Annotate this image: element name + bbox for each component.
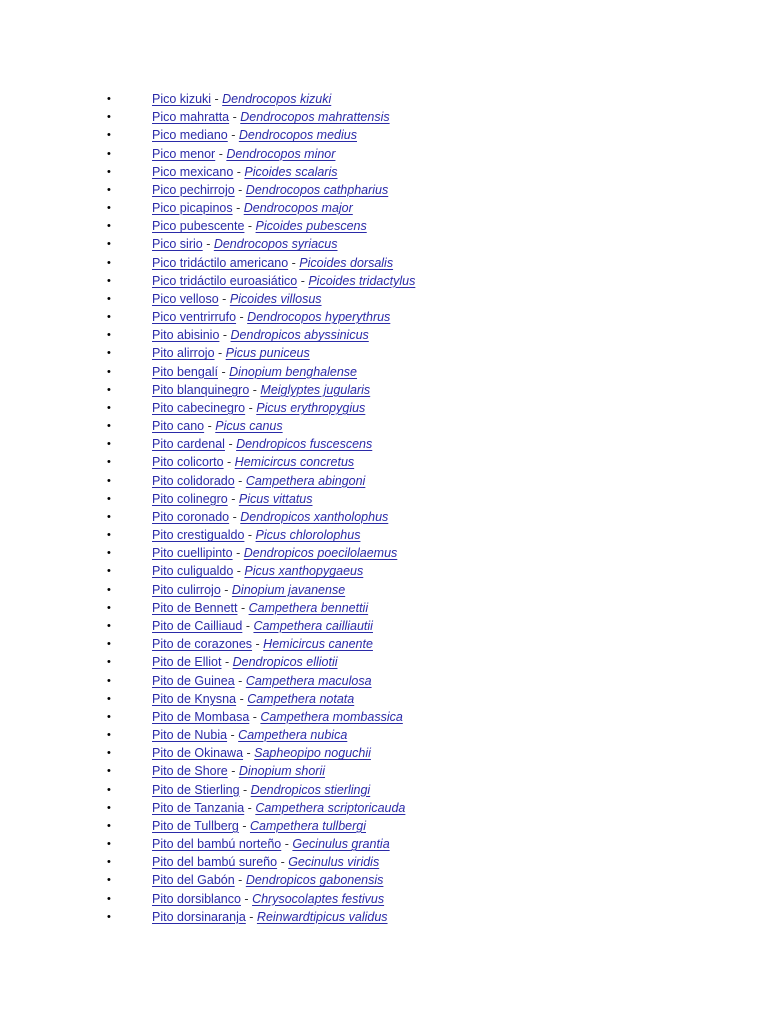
separator: - (221, 655, 233, 670)
scientific-name-link[interactable]: Dendropicos stierlingi (250, 782, 371, 797)
bullet-icon: • (107, 474, 111, 487)
species-entry (152, 799, 405, 817)
separator: - (218, 364, 230, 379)
list-item (0, 781, 768, 799)
common-name-link[interactable]: Pito de corazones (152, 637, 253, 652)
species-entry (152, 581, 345, 599)
scientific-name-link[interactable]: Picoides scalaris (244, 164, 338, 179)
species-entry (152, 90, 331, 108)
common-name-link[interactable]: Pito de Elliot (152, 655, 222, 670)
species-entry (152, 363, 357, 381)
separator: - (215, 146, 227, 161)
species-entry (152, 199, 353, 217)
bullet-icon: • (107, 220, 111, 233)
common-name-link[interactable]: Pito culirrojo (152, 582, 221, 597)
scientific-name-link[interactable]: Meiglyptes jugularis (260, 382, 371, 397)
bullet-icon: • (107, 547, 111, 560)
bullet-icon: • (107, 874, 111, 887)
separator: - (202, 237, 214, 252)
scientific-name-link[interactable]: Campethera mombassica (260, 709, 403, 724)
list-item (0, 817, 768, 835)
common-name-link[interactable]: Pito de Guinea (152, 673, 235, 688)
species-entry (152, 726, 347, 744)
scientific-name-link[interactable]: Campethera maculosa (245, 673, 372, 688)
separator: - (237, 600, 249, 615)
separator: - (229, 509, 241, 524)
scientific-name-link[interactable]: Dendrocopos hyperythrus (247, 310, 391, 325)
separator: - (232, 546, 244, 561)
species-entry (152, 381, 370, 399)
scientific-name-link[interactable]: Hemicircus concretus (234, 455, 355, 470)
common-name-link[interactable]: Pito cabecinegro (152, 400, 246, 415)
species-entry (152, 490, 313, 508)
scientific-name-link[interactable]: Reinwardtipicus validus (256, 909, 388, 924)
separator: - (233, 164, 245, 179)
common-name-link[interactable]: Pito colidorado (152, 473, 235, 488)
species-entry (152, 817, 366, 835)
scientific-name-link[interactable]: Dendrocopos major (243, 201, 353, 216)
separator: - (249, 709, 261, 724)
species-entry (152, 472, 365, 490)
bullet-icon: • (107, 438, 111, 451)
bullet-icon: • (107, 856, 111, 869)
scientific-name-link[interactable]: Campethera tullbergi (249, 818, 367, 833)
separator: - (232, 201, 244, 216)
common-name-link[interactable]: Pito alirrojo (152, 346, 215, 361)
scientific-name-link[interactable]: Dendropicos xantholophus (240, 509, 389, 524)
species-entry (152, 908, 388, 926)
bullet-icon: • (107, 638, 111, 651)
common-name-link[interactable]: Pico velloso (152, 291, 219, 306)
species-entry (152, 399, 365, 417)
separator: - (204, 419, 216, 434)
species-entry (152, 163, 338, 181)
separator: - (245, 400, 257, 415)
scientific-name-link[interactable]: Dendropicos gabonensis (245, 873, 384, 888)
separator: - (297, 273, 309, 288)
bullet-icon: • (107, 892, 111, 905)
separator: - (211, 92, 223, 106)
common-name-link[interactable]: Pito abisinio (152, 328, 220, 343)
separator: - (239, 782, 251, 797)
common-name-link[interactable]: Pito de Cailliaud (152, 618, 243, 633)
species-entry (152, 290, 322, 308)
bullet-icon: • (107, 674, 111, 687)
bullet-icon: • (107, 274, 111, 287)
scientific-name-link[interactable]: Picus erythropygius (256, 400, 366, 415)
list-item (0, 344, 768, 362)
scientific-name-link[interactable]: Dendrocopos kizuki (222, 92, 332, 106)
species-entry (152, 635, 373, 653)
bullet-icon: • (107, 93, 111, 105)
scientific-name-link[interactable]: Dendrocopos medius (238, 128, 357, 143)
bullet-icon: • (107, 819, 111, 832)
list-item (0, 908, 768, 926)
species-entry (152, 181, 388, 199)
species-entry (152, 217, 367, 235)
list-item (0, 871, 768, 889)
common-name-link[interactable]: Pito coronado (152, 509, 230, 524)
common-name-link[interactable]: Pico kizuki (152, 92, 212, 106)
common-name-link[interactable]: Pico mahratta (152, 110, 230, 125)
separator: - (229, 110, 241, 125)
scientific-name-link[interactable]: Gecinulus grantia (292, 837, 390, 852)
species-entry (152, 326, 369, 344)
separator: - (214, 346, 226, 361)
scientific-name-link[interactable]: Picus xanthopygaeus (244, 564, 364, 579)
separator: - (281, 837, 293, 852)
scientific-name-link[interactable]: Campethera abingoni (245, 473, 366, 488)
species-list (0, 90, 768, 926)
bullet-icon: • (107, 583, 111, 596)
scientific-name-link[interactable]: Picus canus (215, 419, 283, 434)
list-item (0, 181, 768, 199)
separator: - (244, 528, 256, 543)
bullet-icon: • (107, 111, 111, 124)
scientific-name-link[interactable]: Campethera scriptoricauda (255, 800, 406, 815)
list-item (0, 163, 768, 181)
separator: - (227, 728, 239, 743)
bullet-icon: • (107, 202, 111, 215)
separator: - (244, 800, 256, 815)
species-entry (152, 835, 390, 853)
separator: - (224, 437, 237, 452)
common-name-link[interactable]: Pito colinegro (152, 491, 228, 506)
common-name-link[interactable]: Pico ventrirrufo (152, 310, 237, 325)
separator: - (288, 255, 300, 270)
separator: - (244, 219, 256, 234)
bullet-icon: • (107, 692, 111, 705)
bullet-icon: • (107, 311, 111, 324)
common-name-link[interactable]: Pito cuellipinto (152, 546, 233, 561)
list-item (0, 581, 768, 599)
species-entry (152, 435, 372, 453)
list-item (0, 744, 768, 762)
bullet-icon: • (107, 292, 111, 305)
list-item (0, 472, 768, 490)
species-entry (152, 672, 372, 690)
list-item (0, 544, 768, 562)
species-entry (152, 690, 354, 708)
common-name-link[interactable]: Pito bengalí (152, 364, 219, 379)
separator: - (234, 673, 246, 688)
species-entry (152, 871, 383, 889)
species-entry (152, 526, 360, 544)
bullet-icon: • (107, 420, 111, 433)
list-item (0, 853, 768, 871)
scientific-name-link[interactable]: Picoides villosus (229, 291, 322, 306)
list-item (0, 690, 768, 708)
list-item (0, 762, 768, 780)
bullet-icon: • (107, 765, 111, 778)
species-entry (152, 653, 338, 671)
species-entry (152, 126, 357, 144)
common-name-link[interactable]: Pito cardenal (152, 437, 225, 452)
separator: - (219, 328, 231, 343)
bullet-icon: • (107, 183, 111, 196)
common-name-link[interactable]: Pito culigualdo (152, 564, 234, 579)
separator: - (218, 291, 230, 306)
scientific-name-link[interactable]: Picoides tridactylus (308, 273, 416, 288)
bullet-icon: • (107, 329, 111, 342)
bullet-icon: • (107, 656, 111, 669)
separator: - (240, 891, 253, 906)
bullet-icon: • (107, 838, 111, 851)
scientific-name-link[interactable]: Dendropicos elliotii (232, 655, 338, 670)
scientific-name-link[interactable]: Dendrocopos mahrattensis (240, 110, 390, 125)
scientific-name-link[interactable]: Picus puniceus (225, 346, 310, 361)
separator: - (234, 873, 246, 888)
common-name-link[interactable]: Pito dorsiblanco (152, 891, 241, 906)
separator: - (277, 855, 289, 870)
species-entry (152, 344, 310, 362)
scientific-name-link[interactable]: Sapheopipo noguchii (254, 746, 371, 761)
scientific-name-link[interactable]: Picoides pubescens (255, 219, 367, 234)
species-entry (152, 453, 354, 471)
species-entry (152, 544, 397, 562)
scientific-name-link[interactable]: Dendropicos abyssinicus (230, 328, 369, 343)
list-item (0, 672, 768, 690)
species-entry (152, 708, 403, 726)
bullet-icon: • (107, 910, 111, 923)
bullet-icon: • (107, 747, 111, 760)
bullet-icon: • (107, 365, 111, 378)
separator: - (238, 818, 250, 833)
bullet-icon: • (107, 492, 111, 505)
list-item (0, 90, 768, 108)
bullet-icon: • (107, 456, 111, 469)
species-entry (152, 562, 363, 580)
list-item (0, 363, 768, 381)
list-item (0, 308, 768, 326)
list-item (0, 235, 768, 253)
species-entry (152, 108, 390, 126)
species-entry (152, 235, 338, 253)
common-name-link[interactable]: Pito blanquinegro (152, 382, 250, 397)
bullet-icon: • (107, 710, 111, 723)
list-item (0, 417, 768, 435)
scientific-name-link[interactable]: Dinopium javanense (231, 582, 346, 597)
list-item (0, 290, 768, 308)
scientific-name-link[interactable]: Dendrocopos minor (226, 146, 336, 161)
scientific-name-link[interactable]: Dinopium shorii (238, 764, 326, 779)
scientific-name-link[interactable]: Dendropicos poecilolaemus (243, 546, 398, 561)
common-name-link[interactable]: Pito de Stierling (152, 782, 240, 797)
separator: - (249, 382, 261, 397)
list-item (0, 890, 768, 908)
scientific-name-link[interactable]: Hemicircus canente (263, 637, 373, 652)
bullet-icon: • (107, 601, 111, 614)
scientific-name-link[interactable]: Campethera cailliautii (253, 618, 373, 633)
common-name-link[interactable]: Pico mediano (152, 128, 228, 143)
scientific-name-link[interactable]: Campethera bennettii (248, 600, 369, 615)
separator: - (233, 564, 245, 579)
bullet-icon: • (107, 801, 111, 814)
list-item (0, 635, 768, 653)
list-item (0, 726, 768, 744)
species-entry (152, 617, 373, 635)
common-name-link[interactable]: Pito de Knysna (152, 691, 237, 706)
common-name-link[interactable]: Pito de Nubia (152, 728, 228, 743)
bullet-icon: • (107, 256, 111, 269)
common-name-link[interactable]: Pico pubescente (152, 219, 245, 234)
common-name-link[interactable]: Pico mexicano (152, 164, 234, 179)
species-entry (152, 781, 370, 799)
bullet-icon: • (107, 729, 111, 742)
list-item (0, 199, 768, 217)
list-item (0, 381, 768, 399)
bullet-icon: • (107, 147, 111, 160)
list-item (0, 508, 768, 526)
separator: - (242, 618, 254, 633)
bullet-icon: • (107, 529, 111, 542)
list-item (0, 526, 768, 544)
common-name-link[interactable]: Pito de Okinawa (152, 746, 244, 761)
scientific-name-link[interactable]: Dendrocopos cathpharius (245, 182, 389, 197)
common-name-link[interactable]: Pito de Bennett (152, 600, 238, 615)
common-name-link[interactable]: Pito de Tullberg (152, 818, 239, 833)
list-item (0, 599, 768, 617)
species-entry (152, 145, 335, 163)
common-name-link[interactable]: Pito cano (152, 419, 205, 434)
scientific-name-link[interactable]: Picoides dorsalis (299, 255, 394, 270)
list-item (0, 617, 768, 635)
common-name-link[interactable]: Pito del bambú norteño (152, 837, 282, 852)
scientific-name-link[interactable]: Dendrocopos syriacus (213, 237, 338, 252)
bullet-icon: • (107, 783, 111, 796)
list-item (0, 217, 768, 235)
list-item (0, 653, 768, 671)
species-entry (152, 272, 415, 290)
bullet-icon: • (107, 347, 111, 360)
species-entry (152, 890, 384, 908)
scientific-name-link[interactable]: Campethera nubica (238, 728, 348, 743)
list-item (0, 254, 768, 272)
bullet-icon: • (107, 238, 111, 251)
common-name-link[interactable]: Pico menor (152, 146, 216, 161)
common-name-link[interactable]: Pito del Gabón (152, 873, 235, 888)
separator: - (245, 909, 257, 924)
separator: - (227, 491, 239, 506)
scientific-name-link[interactable]: Chrysocolaptes festivus (252, 891, 385, 906)
list-item (0, 435, 768, 453)
separator: - (223, 455, 235, 470)
separator: - (220, 582, 232, 597)
common-name-link[interactable]: Pito de Tanzania (152, 800, 245, 815)
bullet-icon: • (107, 165, 111, 178)
scientific-name-link[interactable]: Picus chlorolophus (255, 528, 361, 543)
common-name-link[interactable]: Pito del bambú sureño (152, 855, 278, 870)
scientific-name-link[interactable]: Dendropicos fuscescens (236, 437, 373, 452)
common-name-link[interactable]: Pico sirio (152, 237, 203, 252)
bullet-icon: • (107, 619, 111, 632)
common-name-link[interactable]: Pito de Shore (152, 764, 228, 779)
common-name-link[interactable]: Pico pechirrojo (152, 182, 235, 197)
separator: - (227, 128, 239, 143)
species-entry (152, 853, 379, 871)
separator: - (234, 182, 246, 197)
common-name-link[interactable]: Pito dorsinaranja (152, 909, 246, 924)
scientific-name-link[interactable]: Campethera notata (247, 691, 355, 706)
scientific-name-link[interactable]: Gecinulus viridis (288, 855, 380, 870)
separator: - (234, 473, 246, 488)
separator: - (252, 637, 264, 652)
species-entry (152, 744, 371, 762)
list-item (0, 453, 768, 471)
list-item (0, 326, 768, 344)
common-name-link[interactable]: Pico tridáctilo euroasiático (152, 273, 298, 288)
common-name-link[interactable]: Pico picapinos (152, 201, 233, 216)
bullet-icon: • (107, 401, 111, 414)
separator: - (236, 691, 248, 706)
scientific-name-link[interactable]: Dinopium benghalense (229, 364, 358, 379)
list-item (0, 708, 768, 726)
common-name-link[interactable]: Pito de Mombasa (152, 709, 250, 724)
common-name-link[interactable]: Pito colicorto (152, 455, 224, 470)
scientific-name-link[interactable]: Picus vittatus (238, 491, 313, 506)
species-entry (152, 599, 368, 617)
separator: - (236, 310, 248, 325)
list-item (0, 562, 768, 580)
list-item (0, 835, 768, 853)
species-entry (152, 308, 390, 326)
bullet-icon: • (107, 129, 111, 142)
common-name-link[interactable]: Pico tridáctilo americano (152, 255, 289, 270)
species-entry (152, 254, 393, 272)
list-item (0, 126, 768, 144)
list-item (0, 799, 768, 817)
list-item (0, 399, 768, 417)
common-name-link[interactable]: Pito crestigualdo (152, 528, 245, 543)
species-entry (152, 508, 388, 526)
list-item (0, 108, 768, 126)
list-item (0, 145, 768, 163)
bullet-icon: • (107, 510, 111, 523)
separator: - (243, 746, 255, 761)
species-entry (152, 762, 325, 780)
list-item (0, 490, 768, 508)
list-item (0, 272, 768, 290)
bullet-icon: • (107, 383, 111, 396)
species-entry (152, 417, 283, 435)
bullet-icon: • (107, 565, 111, 578)
separator: - (227, 764, 239, 779)
